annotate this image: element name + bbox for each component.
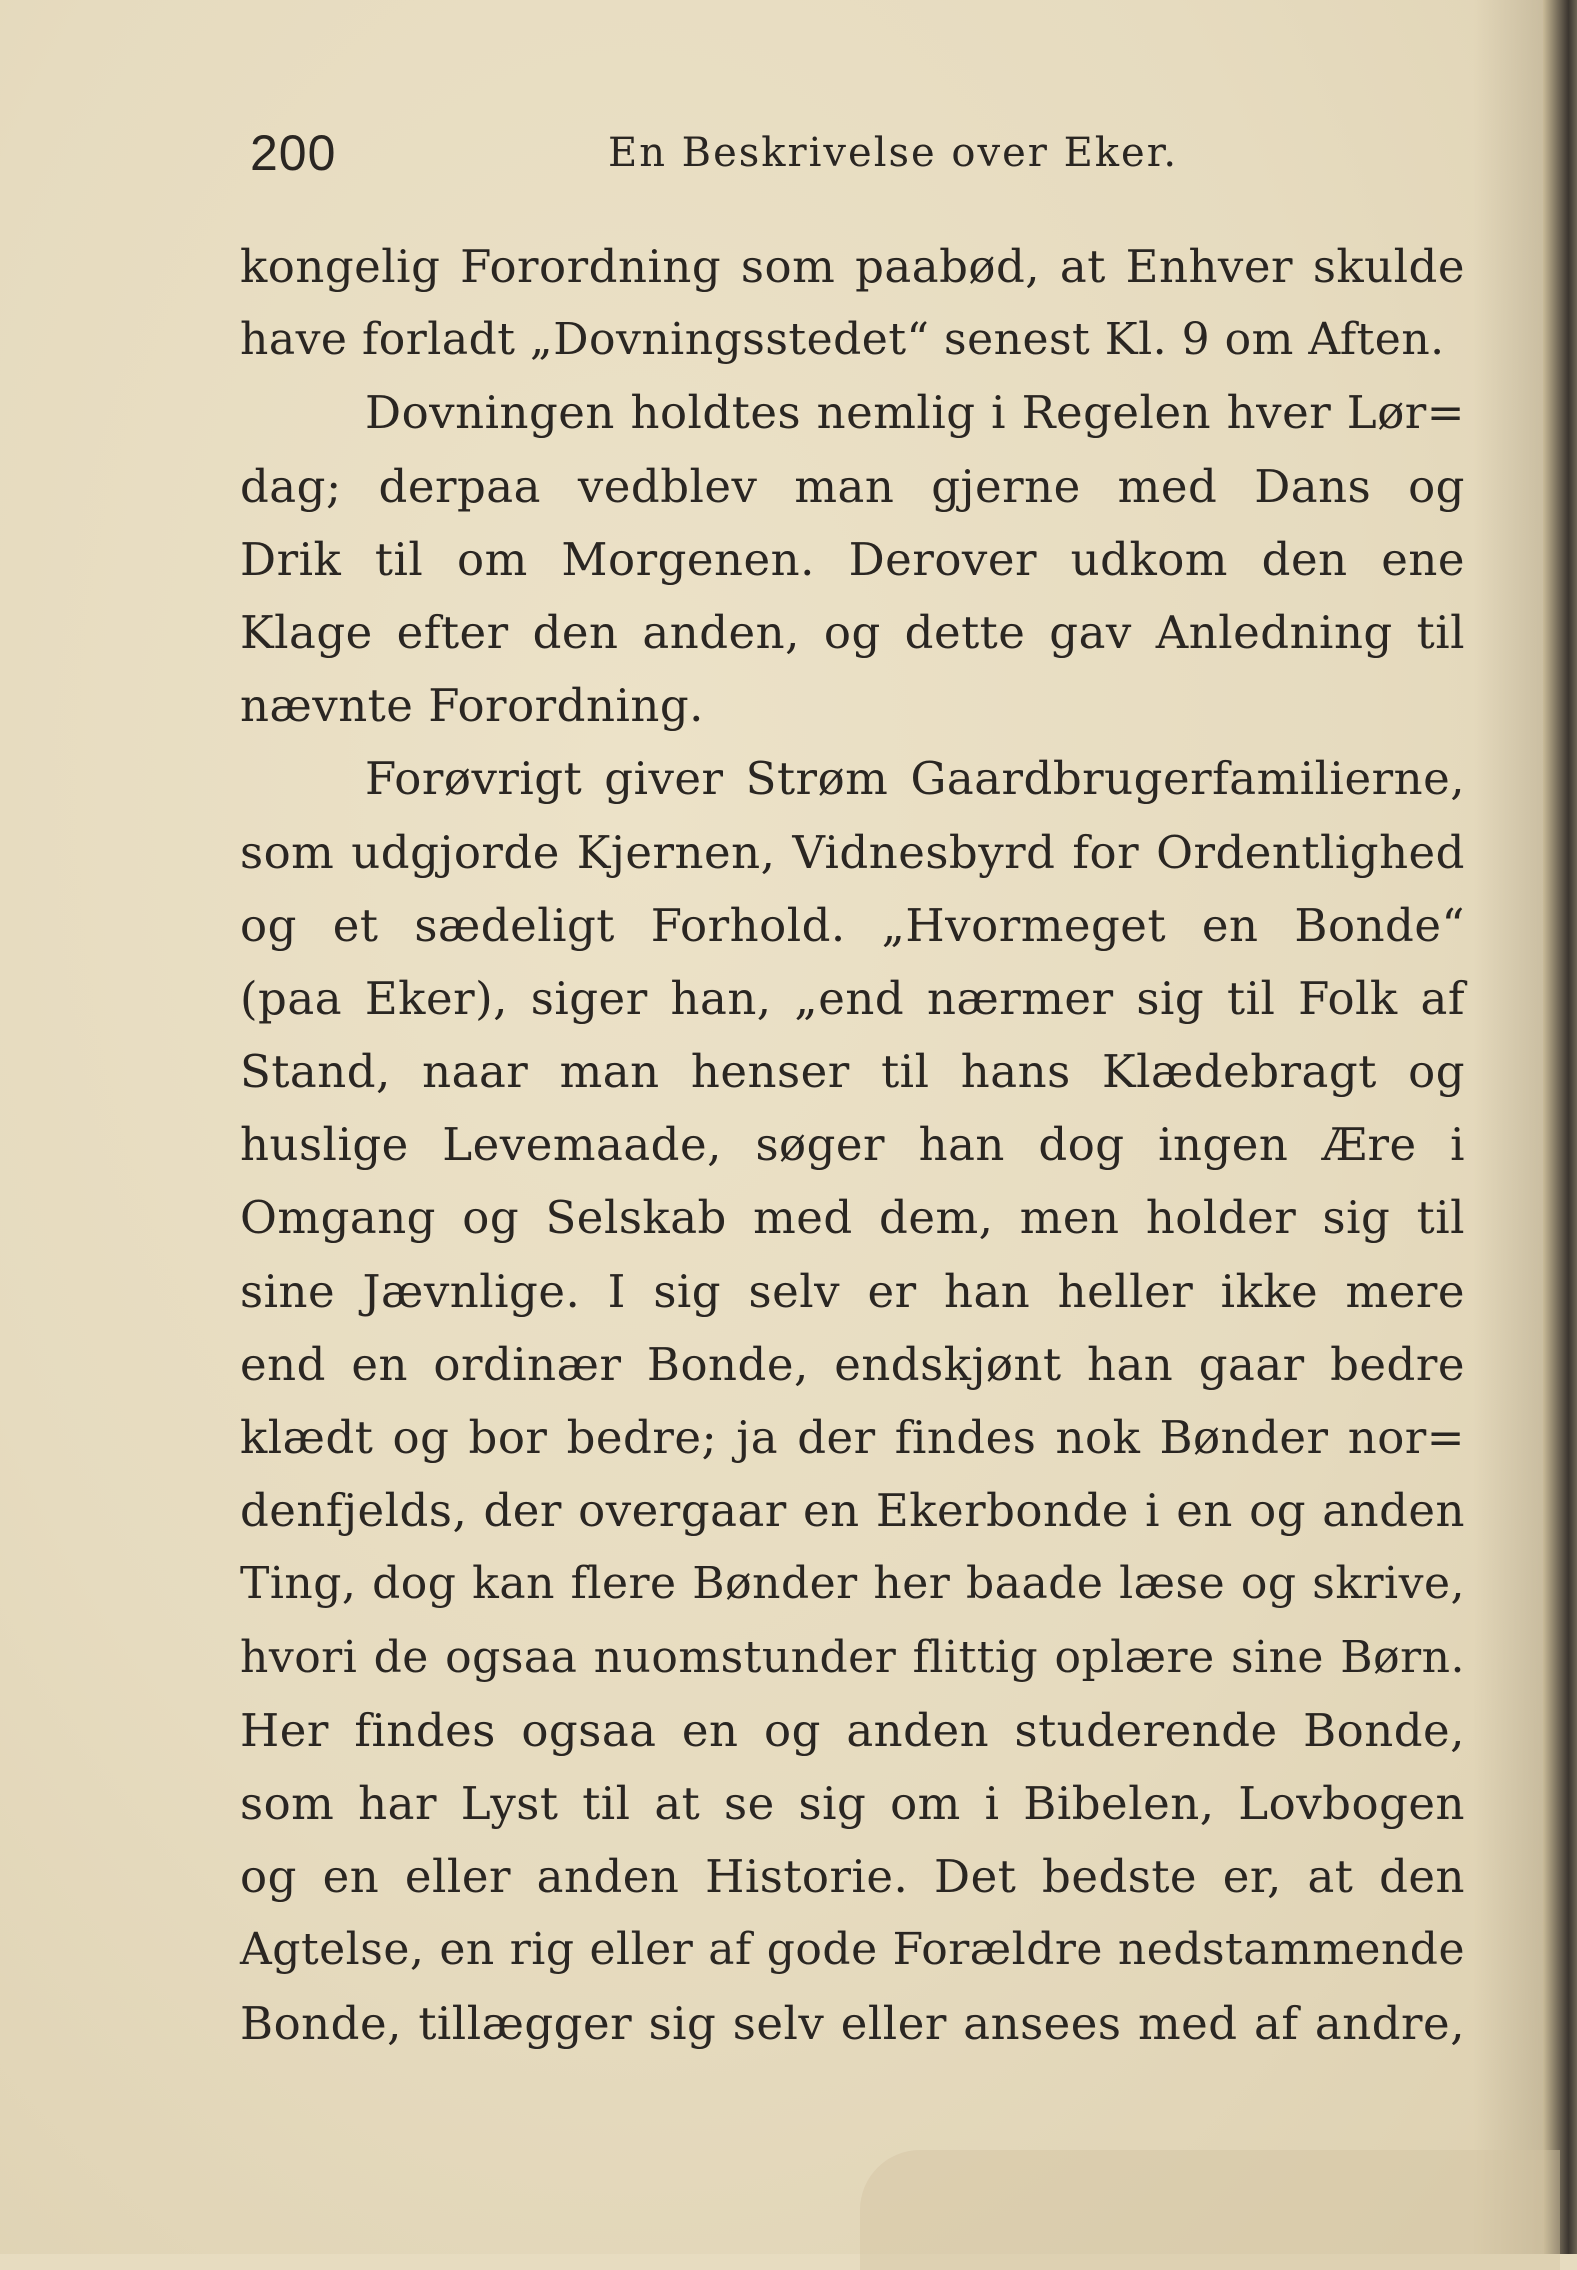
text-line: Dovningen holdtes nemlig i Regelen hver Lør= (365, 386, 1465, 440)
paper-stain (860, 2150, 1560, 2270)
text-line: nævnte Forordning. (240, 679, 704, 733)
text-line: sine Jævnlige. I sig selv er han heller ikke mere (240, 1264, 1465, 1318)
text-line: Agtelse, en rig eller af gode Forældre nedstammende (240, 1924, 1465, 1976)
text-line: end en ordinær Bonde, endskjønt han gaar bedre (240, 1337, 1465, 1391)
text-line: huslige Levemaade, søger han dog ingen Ære i (240, 1118, 1465, 1172)
page-binding-edge (1543, 0, 1577, 2254)
text-line: som har Lyst til at se sig om i Bibelen, Lovbogen (240, 1776, 1465, 1830)
body-text (240, 230, 1465, 2060)
text-line: klædt og bor bedre; ja der findes nok Bønder nor= (240, 1411, 1465, 1464)
text-line: kongelig Forordning som paabød, at Enhver skulde (240, 240, 1465, 293)
text-line: Bonde, tillægger sig selv eller ansees med af andre, (240, 1996, 1465, 2050)
text-line: Omgang og Selskab med dem, men holder sig til (240, 1191, 1465, 1245)
text-line: som udgjorde Kjernen, Vidnesbyrd for Ordentlighed (240, 825, 1465, 879)
text-line: Her findes ogsaa en og anden studerende Bonde, (240, 1703, 1465, 1757)
text-line: hvori de ogsaa nuomstunder flittig oplære sine Børn. (240, 1631, 1465, 1683)
text-line: (paa Eker), siger han, „end nærmer sig til Folk af (240, 971, 1465, 1025)
text-line: Ting, dog kan flere Bønder her baade læse og skrive, (240, 1558, 1465, 1610)
text-line: Forøvrigt giver Strøm Gaardbrugerfamilierne, (365, 752, 1465, 806)
text-line: og en eller anden Historie. Det bedste er, at den (240, 1850, 1465, 1904)
running-head: En Beskrivelse over Eker. (608, 130, 1179, 176)
binding-shadow (1473, 0, 1543, 2254)
text-line: Klage efter den anden, og dette gav Anledning til (240, 605, 1465, 659)
text-line: Drik til om Morgenen. Derover udkom den ene (240, 532, 1465, 586)
text-line: Stand, naar man henser til hans Klædebragt og (240, 1045, 1465, 1099)
text-line: og et sædeligt Forhold. „Hvormeget en Bonde“ (240, 898, 1465, 952)
text-line: have forladt „Dovningsstedet“ senest Kl. 9 om Aften. (240, 314, 1445, 366)
page-number: 200 (250, 125, 337, 181)
text-line: dag; derpaa vedblev man gjerne med Dans og (240, 459, 1465, 513)
page-header (250, 118, 1470, 188)
text-line: denfjelds, der overgaar en Ekerbonde i en og anden (240, 1484, 1465, 1538)
